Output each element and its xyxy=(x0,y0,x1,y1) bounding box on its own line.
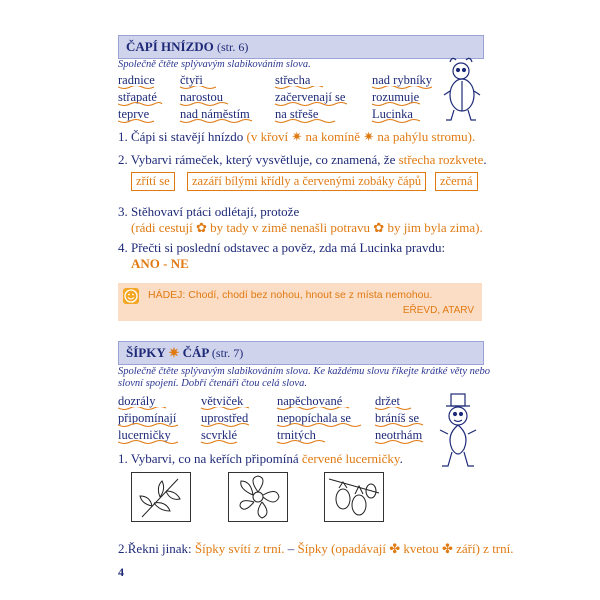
word: nad rybníky xyxy=(372,73,433,87)
section-title-2: ČÁP xyxy=(182,345,209,360)
word: rozumuje xyxy=(372,90,420,104)
word: nepopíchala se xyxy=(277,411,351,425)
beetle-illustration xyxy=(442,55,482,125)
page-reference: (str. 7) xyxy=(211,346,244,360)
answer-box[interactable]: zazáří bílými křídly a červenými zobáky čápů xyxy=(187,172,426,191)
task-highlight: střecha rozkvete xyxy=(398,152,484,167)
riddle-box xyxy=(118,283,482,321)
riddle-question: HÁDEJ: Chodí, chodí bez nohou, hnout se z místa nemohou. xyxy=(148,289,433,301)
task-options: (opadávají ✤ kvetou ✤ září) z trní. xyxy=(331,541,514,556)
word: lucerničky xyxy=(118,428,171,442)
dash: – xyxy=(287,541,295,556)
word: neotrhám xyxy=(375,428,423,442)
word: větviček xyxy=(201,394,244,408)
task-number: 2. xyxy=(118,152,128,167)
word: nad náměstím xyxy=(180,107,250,121)
task-highlight: červené lucerničky xyxy=(301,451,400,466)
task-text: Vybarvi, co na keřích připomíná xyxy=(130,451,299,466)
task-number: 4. xyxy=(118,240,128,255)
task-number: 1. xyxy=(118,129,128,144)
task-text: Přečti si poslední odstavec a pověz, zda má Lucinka pravdu: xyxy=(131,240,446,255)
instruction: Společně čtěte splývavým slabikováním slova. xyxy=(118,59,311,70)
word: uprostřed xyxy=(201,411,249,425)
word: bráníš se xyxy=(375,411,420,425)
section-title: ŠÍPKY xyxy=(126,345,166,360)
instruction-line-1: Společně čtěte splývavým slabikováním slova. Ke každému slovu říkejte krátké věty nebo xyxy=(118,366,491,377)
task-4 xyxy=(118,240,445,256)
word: teprve xyxy=(118,107,150,121)
word: připomínají xyxy=(118,411,177,425)
task-text: Řekni jinak: xyxy=(127,541,192,556)
task-1 xyxy=(118,129,475,145)
word: začervenají se xyxy=(275,90,346,104)
instruction-line-2: slovní spojení. Dobří čtenáři čtou celá slova. xyxy=(118,378,307,389)
word: scvrklé xyxy=(201,428,238,442)
task-number: 1. xyxy=(118,451,128,466)
rose-flower-picture[interactable] xyxy=(228,472,288,522)
word: střapaté xyxy=(118,90,157,104)
task-text: Čápi si stavějí hnízdo xyxy=(131,129,244,144)
word: na střeše xyxy=(275,107,319,121)
section-header-capi-hnizdo xyxy=(118,35,484,59)
section-title: ČAPÍ HNÍZDO xyxy=(126,39,214,54)
word: držet xyxy=(375,394,400,408)
word: střecha xyxy=(275,73,311,87)
task-text: Stěhovaví ptáci odlétají, protože xyxy=(131,204,300,219)
word: dozrály xyxy=(118,394,156,408)
task-2 xyxy=(118,152,487,168)
answer-box[interactable]: zřítí se xyxy=(131,172,175,191)
leaf-branch-picture[interactable] xyxy=(131,472,191,522)
section-header-sipky-cap xyxy=(118,341,484,365)
task-options: (v křoví ✷ na komíně ✷ na pahýlu stromu). xyxy=(246,129,476,144)
task-3 xyxy=(118,204,299,220)
word: napěchované xyxy=(277,394,343,408)
word: radnice xyxy=(118,73,155,87)
word: Lucinka xyxy=(372,107,413,121)
task-number: 2. xyxy=(118,541,128,556)
answer-ano-ne[interactable]: ANO - NE xyxy=(131,256,189,271)
task-end: . xyxy=(483,152,487,167)
page-number: 4 xyxy=(118,565,124,579)
word: narostou xyxy=(180,90,224,104)
riddle-answer: EŘEVD, ATARV xyxy=(402,305,474,316)
task-end: . xyxy=(399,451,403,466)
task-text: Vybarvi rámeček, který vysvětluje, co znamená, že xyxy=(130,152,396,167)
task-3-options: (rádi cestují ✿ by tady v zimě nenašli potravu ✿ by jim byla zima). xyxy=(131,220,483,235)
answer-box[interactable]: zčerná xyxy=(435,172,478,191)
syllable-wave-underlines xyxy=(118,407,438,447)
task-sentence: Šípky svítí z trní. xyxy=(194,541,285,556)
page-reference: (str. 6) xyxy=(217,40,249,54)
word: trnitých xyxy=(277,428,316,442)
word: čtyři xyxy=(180,73,203,87)
rosehip-berries-picture[interactable] xyxy=(324,472,384,522)
task-subject: Šípky xyxy=(297,541,328,556)
task-number: 3. xyxy=(118,204,128,219)
smiley-icon xyxy=(123,288,139,304)
section2-task-1 xyxy=(118,451,403,467)
section2-task-2 xyxy=(118,541,514,557)
beetle-with-hat-illustration xyxy=(438,392,482,472)
syllable-wave-underlines xyxy=(118,86,438,126)
star-icon: ✷ xyxy=(168,345,180,360)
